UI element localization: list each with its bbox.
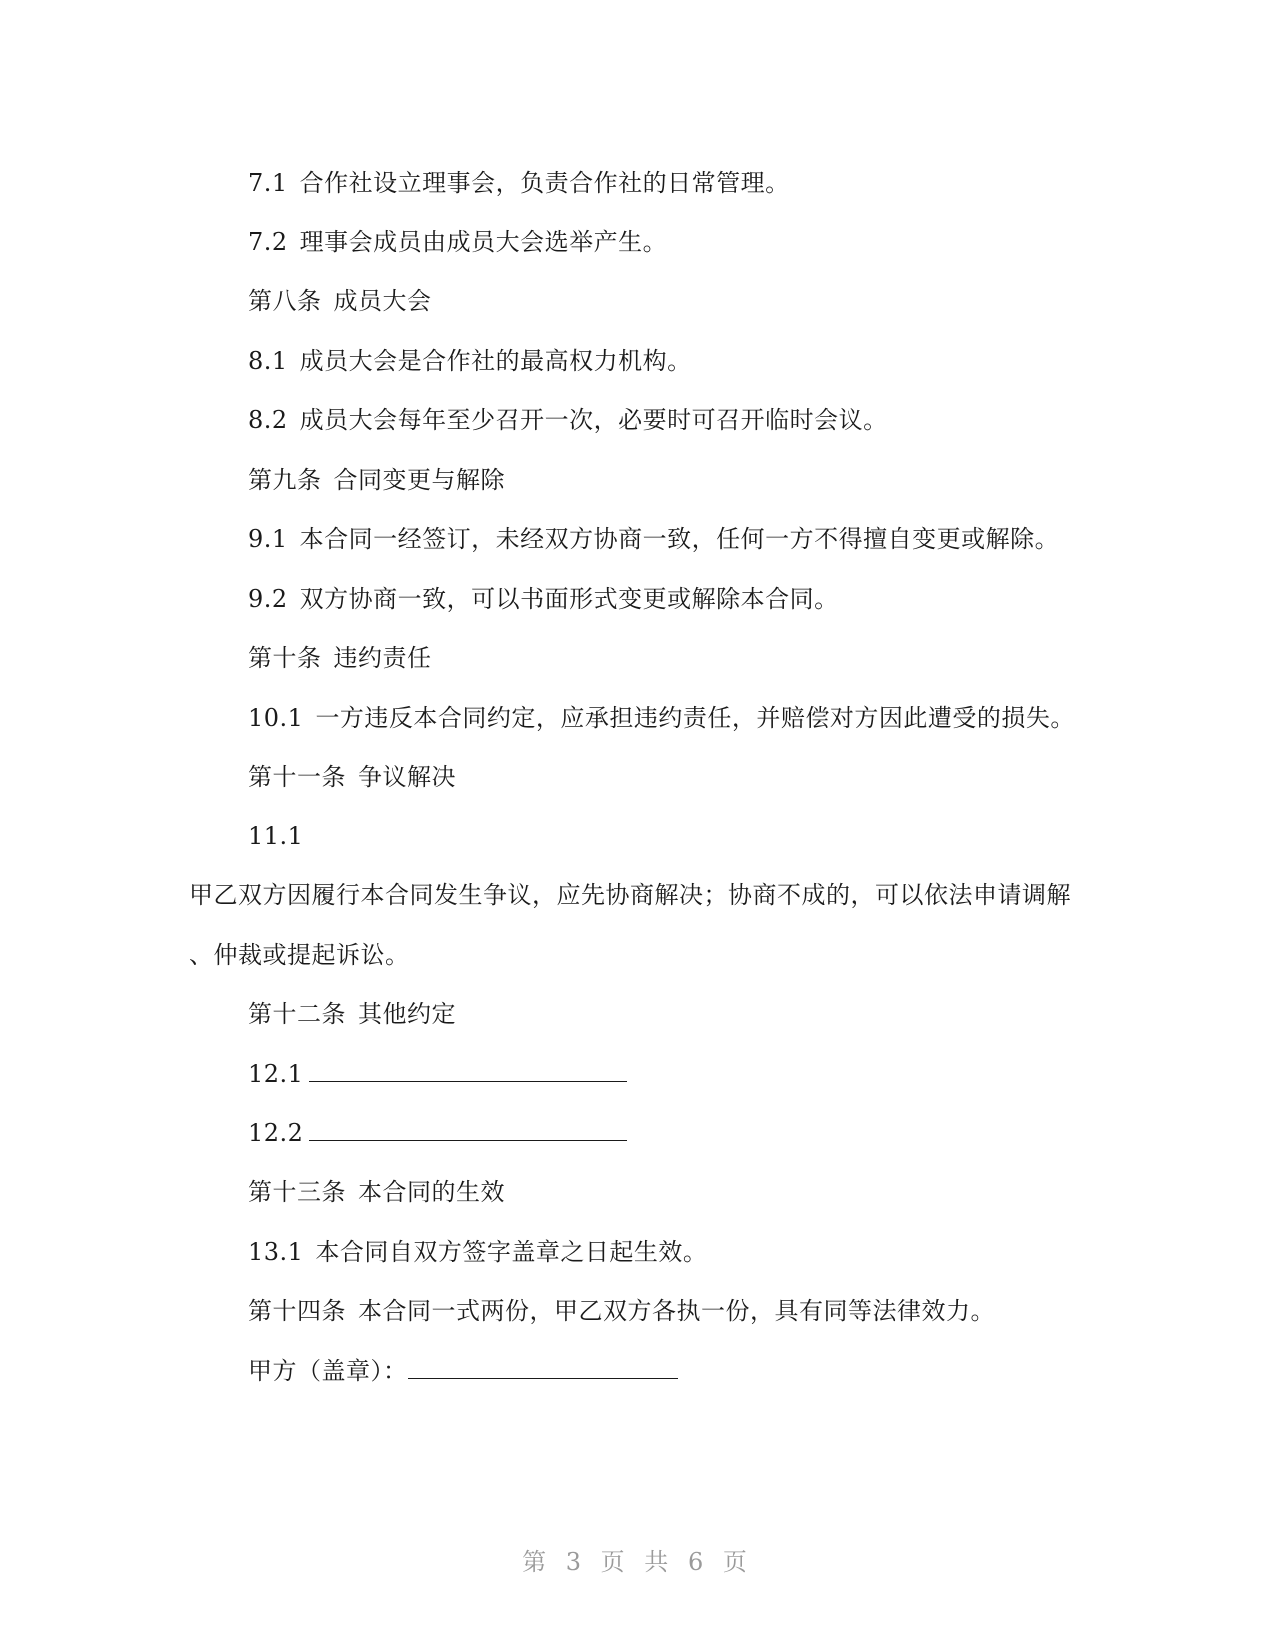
article-10-heading: [248, 643, 432, 673]
article-12-heading: [248, 999, 456, 1029]
article-title: 成员大会: [333, 287, 432, 315]
blank-line: [309, 1118, 627, 1141]
clause-text: 双方协商一致，可以书面形式变更或解除本合同。: [299, 585, 839, 613]
blank-line: [309, 1059, 627, 1082]
clause-text: 理事会成员由成员大会选举产生。: [299, 228, 668, 256]
article-number: 第八条: [248, 287, 322, 315]
article-title: 违约责任: [333, 644, 432, 672]
clause-11-1-text-line-2: 、仲裁或提起诉讼。: [189, 941, 410, 969]
party-a-signature: [248, 1356, 678, 1386]
article-11-heading: [248, 762, 456, 792]
article-number: 第十条: [248, 644, 322, 672]
party-a-label: 甲方（盖章）：: [248, 1357, 408, 1385]
clause-7-2: [248, 227, 667, 257]
article-title: 其他约定: [358, 1000, 456, 1028]
clause-number: 8.1: [248, 347, 288, 375]
clause-number: 9.2: [248, 585, 288, 613]
signature-blank-line: [408, 1356, 678, 1379]
article-text: 本合同一式两份，甲乙双方各执一份，具有同等法律效力。: [358, 1297, 995, 1325]
clause-text: 合作社设立理事会，负责合作社的日常管理。: [299, 169, 790, 197]
clause-13-1: [248, 1237, 707, 1267]
clause-text: 本合同自双方签字盖章之日起生效。: [315, 1238, 708, 1266]
clause-8-2: [248, 405, 888, 435]
article-14: [248, 1296, 995, 1326]
article-9-heading: [248, 465, 505, 495]
article-number: 第十三条: [248, 1178, 346, 1206]
clause-text: 一方违反本合同约定，应承担违约责任，并赔偿对方因此遭受的损失。: [315, 704, 1075, 732]
clause-9-1: [248, 524, 1059, 554]
clause-10-1: [248, 703, 1075, 733]
clause-number: 11.1: [248, 822, 304, 850]
clause-number: 9.1: [248, 525, 288, 553]
article-title: 合同变更与解除: [333, 466, 505, 494]
article-number: 第九条: [248, 466, 322, 494]
clause-number: 7.2: [248, 228, 288, 256]
article-number: 第十二条: [248, 1000, 346, 1028]
article-title: 本合同的生效: [358, 1178, 505, 1206]
clause-text: 成员大会是合作社的最高权力机构。: [299, 347, 692, 375]
clause-number: 12.2: [248, 1119, 304, 1147]
article-13-heading: [248, 1177, 505, 1207]
clause-9-2: [248, 584, 839, 614]
page-footer: 第 3 页 共 6 页: [522, 1548, 753, 1576]
clause-12-2: [248, 1118, 627, 1148]
article-number: 第十四条: [248, 1297, 346, 1325]
clause-8-1: [248, 346, 692, 376]
clause-number: 12.1: [248, 1060, 304, 1088]
clause-number: 7.1: [248, 169, 288, 197]
article-title: 争议解决: [358, 763, 456, 791]
clause-11-1-text-line-1: 甲乙双方因履行本合同发生争议，应先协商解决；协商不成的，可以依法申请调解: [189, 881, 1071, 909]
clause-text: 成员大会每年至少召开一次，必要时可召开临时会议。: [299, 406, 888, 434]
clause-12-1: [248, 1059, 627, 1089]
clause-number: 10.1: [248, 704, 304, 732]
article-number: 第十一条: [248, 763, 346, 791]
clause-text: 本合同一经签订，未经双方协商一致，任何一方不得擅自变更或解除。: [299, 525, 1060, 553]
clause-number: 8.2: [248, 406, 288, 434]
article-8-heading: [248, 286, 432, 316]
clause-number: 13.1: [248, 1238, 304, 1266]
clause-11-1: [248, 821, 303, 851]
clause-7-1: [248, 168, 790, 198]
